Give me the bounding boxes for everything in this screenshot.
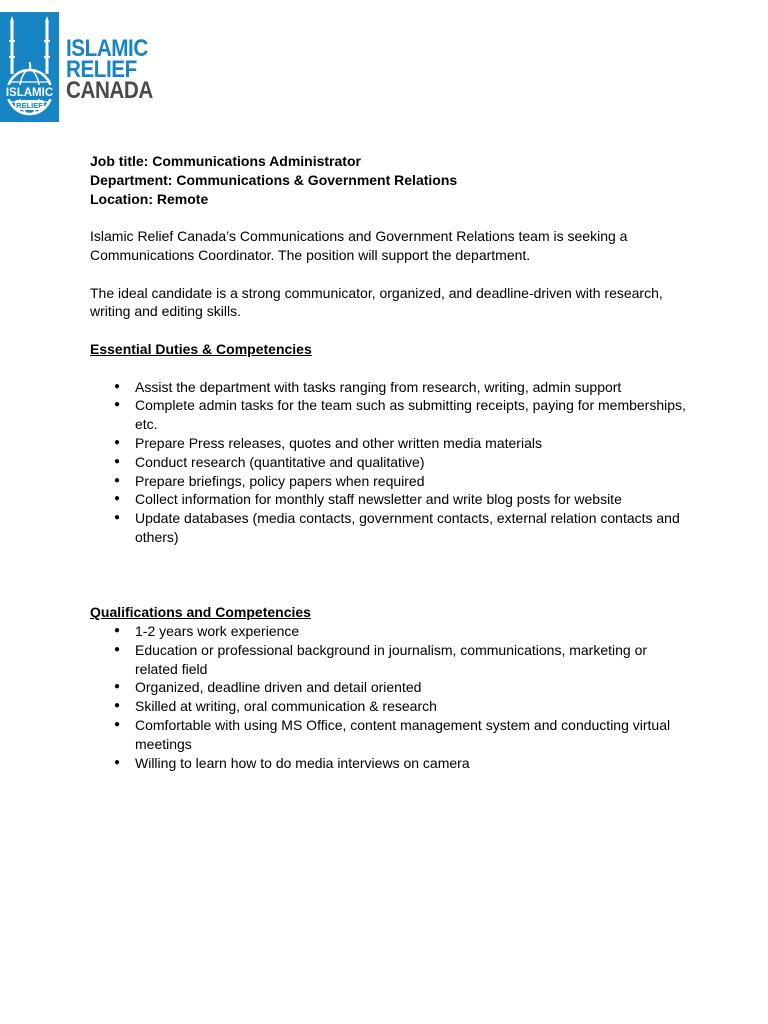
islamic-relief-logo [0, 12, 153, 124]
list-item: ● Prepare briefings, policy papers when required [90, 472, 690, 491]
list-item: ● Assist the department with tasks ranging from research, writing, admin support [90, 378, 690, 397]
logo-emblem [0, 12, 59, 122]
logo-line-2: RELIEF [66, 56, 137, 83]
qualifications-section-title: Qualifications and Competencies [90, 604, 311, 621]
list-item: ● Prepare Press releases, quotes and other written media materials [90, 434, 690, 453]
intro-paragraph-1: Islamic Relief Canada’s Communications and Government Relations team is seeking a Communications Coordinator. The position will support the department. [90, 228, 628, 263]
list-item: ● Comfortable with using MS Office, content management system and conducting virtual meetings [90, 716, 690, 754]
logo-wordmark [66, 35, 153, 104]
list-item: ● Collect information for monthly staff newsletter and write blog posts for website [90, 490, 690, 509]
list-item: ● Organized, deadline driven and detail oriented [90, 678, 690, 697]
duties-list [90, 378, 690, 547]
department: Department: Communications & Government Relations [90, 171, 458, 188]
mosque-emblem-icon [0, 12, 59, 122]
duties-section-title: Essential Duties & Competencies [90, 340, 312, 357]
list-item: ● Willing to learn how to do media interviews on camera [90, 754, 690, 773]
location: Location: Remote [90, 190, 209, 207]
list-item: ● Update databases (media contacts, government contacts, external relation contacts and others) [90, 509, 690, 547]
job-posting-body [90, 152, 690, 772]
logo-line-1: ISLAMIC [66, 35, 148, 62]
job-header [90, 152, 690, 208]
list-item: ● Conduct research (quantitative and qualitative) [90, 453, 690, 472]
list-item: ● 1-2 years work experience [90, 622, 690, 641]
svg-text:ISLAMIC: ISLAMIC [5, 87, 54, 99]
intro-paragraph-2: The ideal candidate is a strong communicator, organized, and deadline-driven with research, writing and editing skills. [90, 284, 663, 320]
job-title: Job title: Communications Administrator [90, 153, 361, 169]
list-item: ● Education or professional background in journalism, communications, marketing or related field [90, 641, 690, 679]
list-item: ● Skilled at writing, oral communication & research [90, 697, 690, 716]
qualifications-list [90, 622, 690, 772]
list-item: ● Complete admin tasks for the team such as submitting receipts, paying for memberships, etc. [90, 396, 690, 434]
logo-line-3: CANADA [66, 77, 153, 104]
svg-text:RELIEF: RELIEF [16, 101, 43, 110]
